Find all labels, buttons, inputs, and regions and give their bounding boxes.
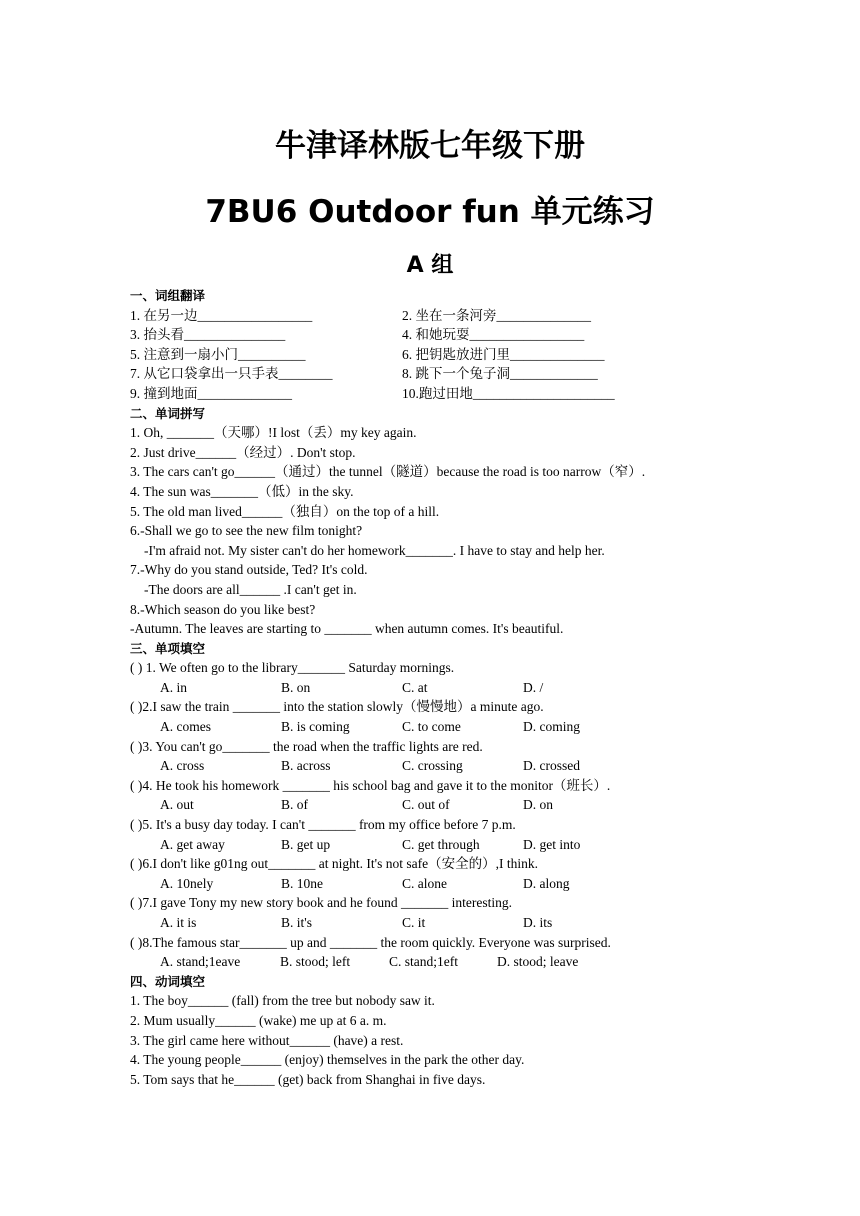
mc-options bbox=[130, 717, 730, 737]
mc-option: C. alone bbox=[402, 875, 447, 891]
phrase-item: 6. 把钥匙放进门里______________ bbox=[402, 346, 605, 362]
phrase-row bbox=[130, 345, 730, 365]
mc-option: C. to come bbox=[402, 719, 461, 735]
mc-option: B. on bbox=[281, 679, 311, 695]
mc-options bbox=[130, 913, 730, 933]
mc-option: A. comes bbox=[160, 719, 211, 735]
verb-fill-line: 4. The young people______ (enjoy) themselves in the park the other day. bbox=[130, 1052, 525, 1068]
verb-fill-line: 1. The boy______ (fall) from the tree but nobody saw it. bbox=[130, 993, 435, 1009]
section-1-heading: 一、词组翻译 bbox=[130, 288, 206, 303]
phrase-row bbox=[130, 306, 730, 326]
title-line-2: 7BU6 Outdoor fun 单元练习 bbox=[205, 194, 655, 230]
mc-question: ( )3. You can't go_______ the road when the traffic lights are red. bbox=[130, 738, 483, 754]
mc-question: ( )5. It's a busy day today. I can't _______ from my office before 7 p.m. bbox=[130, 817, 516, 833]
phrase-row bbox=[130, 325, 730, 345]
worksheet-content bbox=[130, 286, 730, 1089]
spelling-line: 3. The cars can't go______（通过）the tunnel（隧道）because the road is too narrow（窄）. bbox=[130, 464, 646, 480]
spelling-line: 7.-Why do you stand outside, Ted? It's cold. bbox=[130, 562, 368, 578]
mc-options bbox=[130, 874, 730, 894]
phrase-item: 3. 抬头看_______________ bbox=[130, 327, 286, 343]
mc-options bbox=[130, 835, 730, 855]
mc-option: A. cross bbox=[160, 758, 205, 774]
mc-option: D. on bbox=[523, 797, 553, 813]
mc-option: D. along bbox=[523, 875, 570, 891]
mc-options bbox=[130, 756, 730, 776]
phrase-row bbox=[130, 384, 730, 404]
mc-option: B. it's bbox=[281, 915, 312, 930]
phrase-item: 2. 坐在一条河旁______________ bbox=[402, 307, 591, 323]
section-2-heading: 二、单词拼写 bbox=[130, 405, 206, 421]
mc-question: ( )8.The famous star_______ up and _______ the room quickly. Everyone was surprised. bbox=[130, 934, 611, 950]
mc-question: ( )4. He took his homework _______ his school bag and gave it to the monitor（班长）. bbox=[130, 777, 611, 793]
mc-question: ( )6.I don't like g01ng out_______ at night. It's not safe（安全的）,I think. bbox=[130, 856, 538, 872]
mc-option: A. it is bbox=[160, 915, 197, 930]
mc-option: D. its bbox=[523, 915, 553, 930]
mc-option: B. get up bbox=[281, 836, 331, 852]
phrase-item: 1. 在另一边_________________ bbox=[130, 307, 313, 323]
mc-option: C. stand;1eft bbox=[389, 954, 458, 970]
mc-option: B. of bbox=[281, 797, 308, 813]
mc-option: A. stand;1eave bbox=[160, 954, 241, 970]
mc-option: C. crossing bbox=[402, 758, 463, 774]
mc-question: ( )7.I gave Tony my new story book and he found _______ interesting. bbox=[130, 895, 512, 911]
mc-option: C. it bbox=[402, 915, 426, 930]
section-4-heading: 四、动词填空 bbox=[130, 973, 206, 989]
phrase-item: 5. 注意到一扇小门__________ bbox=[130, 346, 306, 362]
spelling-line: 2. Just drive______（经过）. Don't stop. bbox=[130, 444, 356, 460]
mc-option: C. at bbox=[402, 679, 428, 695]
title-line-1: 牛津译林版七年级下册 bbox=[275, 128, 585, 164]
verb-fill-line: 2. Mum usually______ (wake) me up at 6 a. m. bbox=[130, 1012, 387, 1028]
verb-fill-line: 3. The girl came here without______ (have) a rest. bbox=[130, 1032, 404, 1048]
mc-question: ( )2.I saw the train _______ into the station slowly（慢慢地）a minute ago. bbox=[130, 699, 544, 715]
mc-option: B. 10ne bbox=[281, 875, 323, 891]
mc-option: A. in bbox=[160, 679, 187, 695]
mc-option: D. crossed bbox=[523, 758, 580, 774]
mc-option: B. stood; left bbox=[280, 954, 351, 970]
spelling-line: 4. The sun was_______（低）in the sky. bbox=[130, 483, 354, 499]
spelling-line: 5. The old man lived______（独自）on the top of a hill. bbox=[130, 503, 440, 519]
mc-options bbox=[130, 952, 730, 972]
phrase-row bbox=[130, 364, 730, 384]
spelling-line: 1. Oh, _______（天哪）!I lost（丢）my key again. bbox=[130, 425, 417, 441]
mc-question: ( ) 1. We often go to the library_______ Saturday mornings. bbox=[130, 660, 455, 676]
section-3-heading: 三、单项填空 bbox=[130, 640, 206, 656]
group-title: A 组 bbox=[406, 253, 454, 278]
spelling-line: -I'm afraid not. My sister can't do her homework_______. I have to stay and help her. bbox=[144, 542, 605, 558]
mc-option: D. coming bbox=[523, 719, 580, 735]
mc-option: B. across bbox=[281, 758, 331, 774]
mc-options bbox=[130, 795, 730, 815]
mc-option: B. is coming bbox=[281, 719, 350, 735]
mc-option: A. 10nely bbox=[160, 875, 214, 891]
phrase-item: 8. 跳下一个兔子洞_____________ bbox=[402, 366, 598, 382]
mc-option: A. out bbox=[160, 797, 194, 813]
mc-options bbox=[130, 678, 730, 698]
verb-fill-line: 5. Tom says that he______ (get) back from Shanghai in five days. bbox=[130, 1071, 486, 1087]
phrase-item: 10.跑过田地_____________________ bbox=[402, 385, 615, 401]
mc-option: A. get away bbox=[160, 836, 225, 852]
phrase-item: 4. 和她玩耍_________________ bbox=[402, 327, 585, 343]
mc-option: C. get through bbox=[402, 836, 480, 852]
spelling-line: -The doors are all______ .I can't get in. bbox=[144, 581, 357, 597]
spelling-line: 8.-Which season do you like best? bbox=[130, 601, 316, 617]
spelling-line: -Autumn. The leaves are starting to _______ when autumn comes. It's beautiful. bbox=[130, 621, 564, 637]
mc-option: D. stood; leave bbox=[497, 954, 579, 970]
phrase-item: 9. 撞到地面______________ bbox=[130, 385, 292, 401]
phrase-item: 7. 从它口袋拿出一只手表________ bbox=[130, 366, 333, 382]
mc-option: D. / bbox=[523, 679, 544, 695]
mc-option: C. out of bbox=[402, 797, 450, 813]
spelling-line: 6.-Shall we go to see the new film tonight? bbox=[130, 523, 363, 539]
mc-option: D. get into bbox=[523, 836, 581, 852]
